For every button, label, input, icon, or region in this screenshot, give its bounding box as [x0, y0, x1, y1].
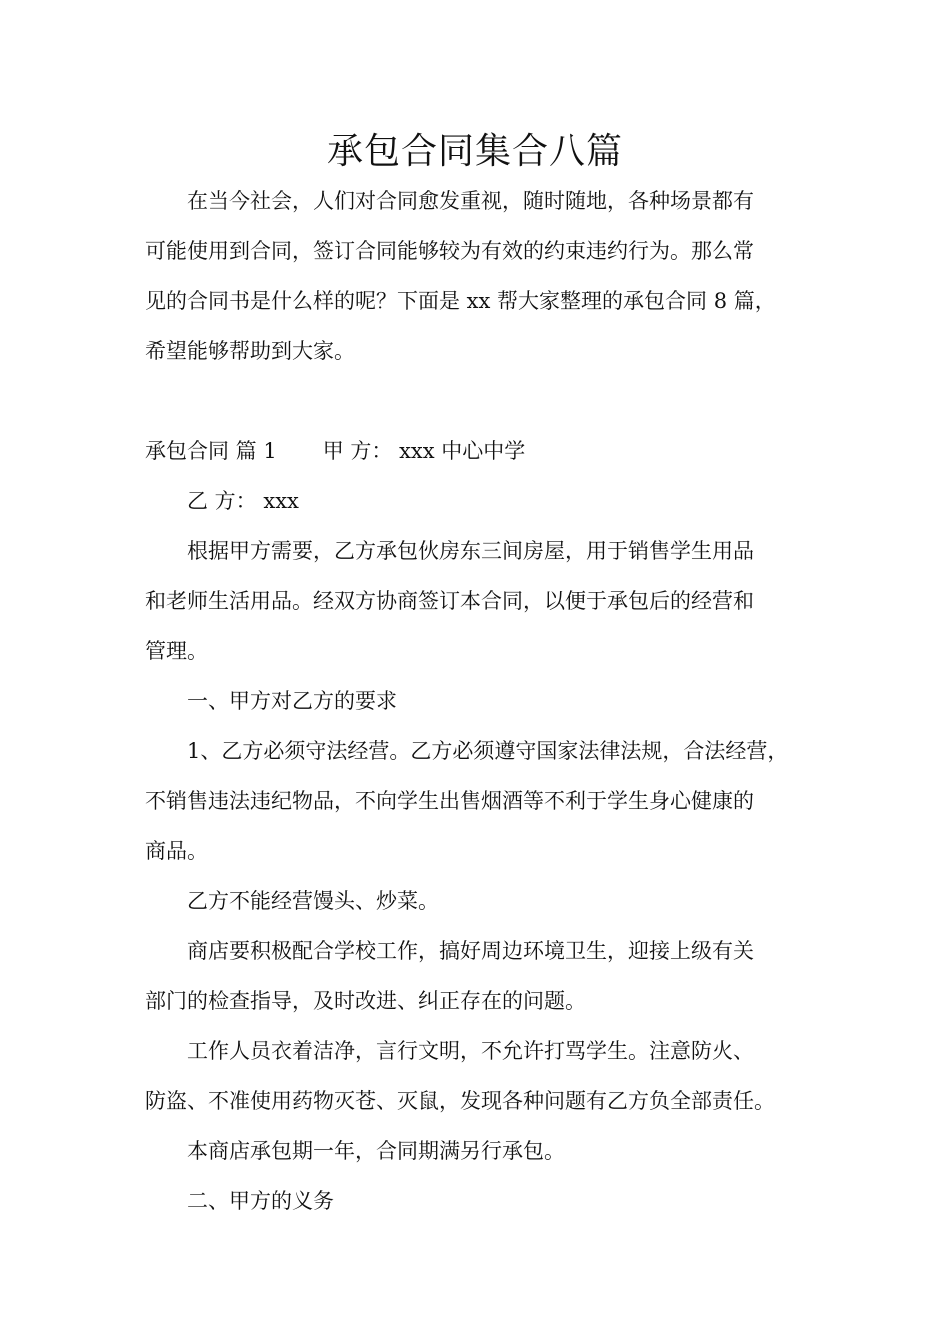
section-heading: 承包合同 篇 1: [145, 439, 277, 463]
intro-line: 可能使用到合同，签订合同能够较为有效的约束违约行为。那么常: [145, 239, 754, 263]
heading-1: 一、甲方对乙方的要求: [187, 689, 397, 713]
paragraph-line: 1、乙方必须守法经营。乙方必须遵守国家法律法规，合法经营，: [187, 739, 789, 763]
document-body: [145, 176, 817, 1226]
spacer: [145, 376, 817, 426]
item-4: [145, 1026, 817, 1126]
paragraph-line: 商品。: [145, 839, 208, 863]
intro-line: 见的合同书是什么样的呢？下面是 xx 帮大家整理的承包合同 8 篇，: [145, 289, 776, 313]
intro-line: 希望能够帮助到大家。: [145, 339, 355, 363]
intro-paragraph: [145, 176, 817, 376]
paragraph-line: 不销售违法违纪物品，不向学生出售烟酒等不利于学生身心健康的: [145, 789, 754, 813]
paragraph-line: 管理。: [145, 639, 208, 663]
item-3: [145, 926, 817, 1026]
party-a: 甲 方： xxx 中心中学: [322, 439, 526, 463]
item-1: [145, 726, 817, 876]
paragraph-1: [145, 526, 817, 676]
paragraph-line: 和老师生活用品。经双方协商签订本合同，以便于承包后的经营和: [145, 589, 754, 613]
document-title: 承包合同集合八篇: [326, 131, 623, 172]
paragraph-line: 商店要积极配合学校工作，搞好周边环境卫生，迎接上级有关: [187, 939, 754, 963]
paragraph-line: 工作人员衣着洁净，言行文明，不允许打骂学生。注意防火、: [187, 1039, 754, 1063]
item-5: 本商店承包期一年，合同期满另行承包。: [187, 1139, 565, 1163]
intro-line: 在当今社会，人们对合同愈发重视，随时随地，各种场景都有: [187, 189, 754, 213]
party-b-row: [145, 476, 817, 526]
paragraph-line: 部门的检查指导，及时改进、纠正存在的问题。: [145, 989, 586, 1013]
party-b: 乙 方： xxx: [187, 489, 299, 513]
paragraph-line: 防盗、不准使用药物灭苍、灭鼠，发现各种问题有乙方负全部责任。: [145, 1089, 775, 1113]
section-heading-row: [145, 426, 817, 476]
item-2: 乙方不能经营馒头、炒菜。: [187, 889, 439, 913]
heading-2: 二、甲方的义务: [187, 1189, 334, 1213]
paragraph-line: 根据甲方需要，乙方承包伙房东三间房屋，用于销售学生用品: [187, 539, 754, 563]
